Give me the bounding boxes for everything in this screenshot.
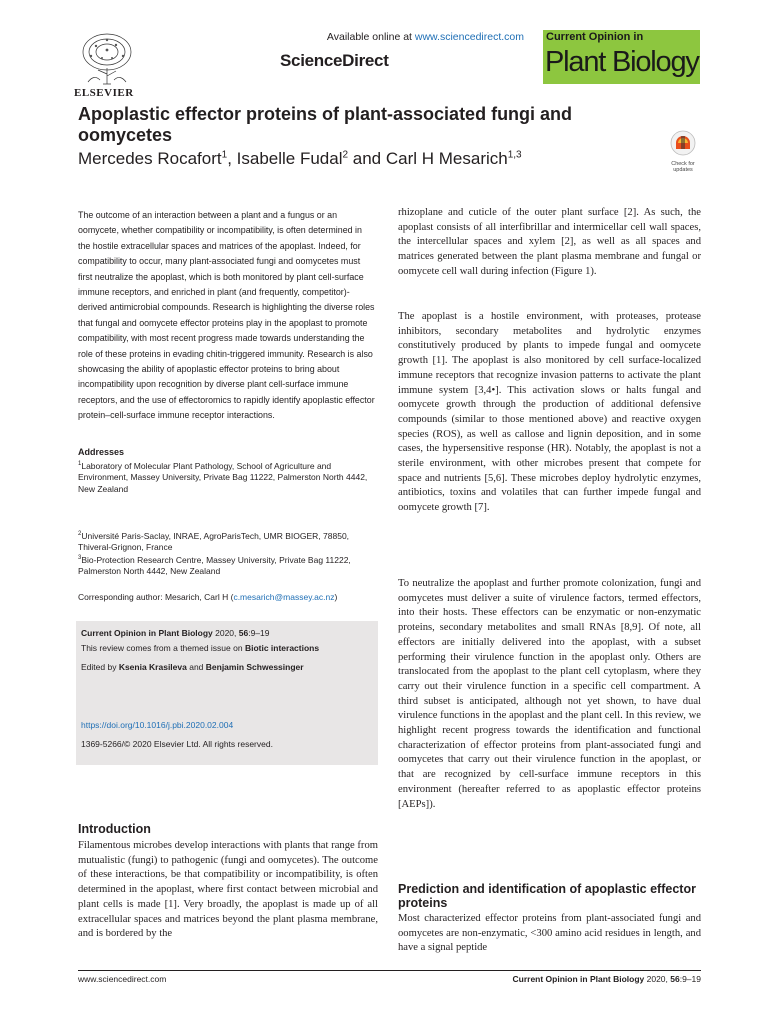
author-name: Mercedes Rocafort: [78, 149, 222, 168]
journal-badge-line2: Plant Biology: [545, 46, 699, 78]
footer-volume: 56: [670, 974, 680, 984]
introduction-heading: Introduction: [78, 822, 151, 836]
check-for-updates-button[interactable]: [666, 130, 700, 173]
infobox-year: 2020,: [212, 628, 239, 638]
address-text: Bio-Protection Research Centre, Massey University, Private Bag 11222, Palmerston North 4442, New Zealand: [78, 554, 351, 577]
footer-site-link[interactable]: www.sciencedirect.com: [78, 974, 167, 984]
infobox-journal: Current Opinion in Plant Biology: [81, 628, 213, 638]
footer-citation: [450, 974, 701, 984]
sciencedirect-link[interactable]: www.sciencedirect.com: [414, 31, 524, 43]
corresponding-email-link[interactable]: c.mesarich@massey.ac.nz: [233, 592, 335, 602]
author-affiliation: 1,3: [507, 149, 522, 161]
footer-year: 2020,: [644, 974, 671, 984]
article-info-box: [76, 621, 378, 765]
check-updates-icon: [670, 130, 696, 156]
corresponding-prefix: Corresponding author: Mesarich, Carl H (: [78, 592, 234, 602]
footer-journal: Current Opinion in Plant Biology: [512, 974, 645, 984]
section-heading-prediction: Prediction and identification of apoplastic effector proteins: [398, 882, 696, 910]
themed-issue-name: Biotic interactions: [244, 643, 320, 653]
journal-badge: [543, 30, 700, 84]
author-separator: and: [348, 149, 386, 168]
body-paragraph: To neutralize the apoplast and further promote colonization, fungi and oomycetes must deliver a suite of virulence factors, termed effectors, into their hosts. These effectors can be enzymatic or non-enzymatic proteins, secondary metabolites and small RNAs [8,9]. Of note, all effectors are initially delivered into the apoplast, with a subset performing their virulence function in the apoplast only. Others are translocated from the apoplast to the plant cell cytoplasm, where they carry out their virulence function in a specific cell compartment. A third subset is anticipated, although not yet shown, to have dual virulence functions in the apoplast and the plant cell. In this review, we highlight recent progress towards the identification and functional characterization of effector proteins from plant-associated fungi and oomycetes that carry out their virulence function in the apoplast, or that are recognized by cell-surface immune receptors in this environment (hereafter referred to as apoplastic effector proteins [AEPs]).: [398, 578, 701, 810]
address-item: [78, 553, 378, 578]
infobox-volume: 56: [238, 628, 249, 638]
corresponding-author: [78, 592, 378, 602]
address-number: 1: [78, 461, 82, 467]
body-paragraph: The apoplast is a hostile environment, with proteases, protease inhibitors, secondary metabolites and hydrolytic enzymes constitutively produced by plants to impede fungal and oomycete growth [1]. The apoplast is also monitored by cell surface-localized immune receptors that recognize invasion patterns to activate the plant immune system [3,4•]. This activation slows or halts fungal and oomycete growth through the production of additional defensive compounds (similar to those mentioned above) and reactive oxygen species (ROS), as well as callose and lignin deposition, and in some cases, the hypersensitive response (HR). Notably, the apoplast is not a sterile environment, with other microbes present that compete for space and nutrients [5,6]. These microbes deploy hydrolytic enzymes, antibiotics, toxins and volatiles that can further impede fungal and oomycete growth [7].: [398, 311, 701, 514]
author-separator: ,: [227, 149, 237, 168]
copyright-line: 1369-5266/© 2020 Elsevier Ltd. All rights reserved.: [81, 739, 273, 749]
address-number: 2: [78, 531, 82, 537]
editor-name: Benjamin Schwessinger: [205, 662, 304, 672]
address-item: [78, 459, 378, 495]
address-text: Laboratory of Molecular Plant Pathology, School of Agriculture and Environment, Massey University, Private Bag 11222, Palmerston North 4442, New Zealand: [78, 460, 368, 494]
addresses-heading: Addresses: [78, 447, 125, 457]
introduction-body: Filamentous microbes develop interactions with plants that range from mutualistic (fungi) to pathogenic (fungi and oomycetes). The outcome of these interactions, be that compatibility or incompatibility, is often determined in the apoplast, where first contact between microbial and plant cells is made [1]. Very broadly, the apoplast is made up of all extracellular spaces and matrices beyond the plant plasma membrane, and is bordered by the: [78, 840, 378, 940]
author-affiliation: 1: [221, 149, 228, 161]
infobox-themed-issue: [81, 643, 319, 653]
available-prefix: Available online at: [326, 31, 415, 43]
author-affiliation: 2: [342, 149, 349, 161]
author-name: Isabelle Fudal: [236, 149, 343, 168]
doi-link[interactable]: https://doi.org/10.1016/j.pbi.2020.02.004: [81, 720, 234, 730]
footer-pages: :9–19: [679, 974, 701, 984]
body-paragraph: rhizoplane and cuticle of the outer plant surface [2]. As such, the apoplast consists of all interfibrillar and intermicellar cell wall spaces, the intercellular spaces and xylem [2], as well as all spaces and matrices generated between the plant plasma membrane and fungal or oomycete cell wall during infection (Figure 1).: [398, 207, 701, 277]
available-online-line: [0, 31, 524, 43]
editor-name: Ksenia Krasileva: [118, 662, 187, 672]
publisher-name: ELSEVIER: [74, 87, 134, 99]
address-item: [78, 529, 378, 554]
journal-badge-line1: Current Opinion in: [546, 31, 644, 43]
check-updates-label: Check for updates: [671, 161, 695, 173]
editor-separator: and: [186, 662, 206, 672]
article-title: Apoplastic effector proteins of plant-associated fungi and oomycetes: [78, 104, 573, 145]
address-text: Université Paris-Saclay, INRAE, AgroParisTech, UMR BIOGER, 78850, Thiveral-Grignon, France: [78, 530, 350, 553]
themed-prefix: This review comes from a themed issue on: [81, 643, 245, 653]
infobox-pages: :9–19: [248, 628, 270, 638]
footer-divider: [78, 970, 701, 971]
body-paragraph: Most characterized effector proteins from plant-associated fungi and oomycetes are non-enzymatic, <300 amino acid residues in length, and have a signal peptide: [398, 913, 701, 954]
abstract-text: The outcome of an interaction between a plant and a fungus or an oomycete, whether compatibility or incompatibility, is often determined in the hostile extracellular spaces and matrices of the apoplast. Indeed, for compatibility to occur, many plant-associated fungi and oomycetes must first neutralize the apoplast, which is both monitored by plant cell-surface immune receptors, and enriched in plant (and frequently, competitor)-derived antimicrobial compounds. Research is highlighting the diverse roles that fungal and oomycete effector proteins play in the apoplast to promote compatibility, with most recent progress made towards understanding the role of these proteins in evading chitin-triggered immunity. Research is also showcasing the ability of apoplastic effector proteins to bring about incompatibility upon recognition by diverse plant cell-surface immune receptors, and the use of effectoromics to rapidly identify apoplastic effector protein–cell-surface immune receptor interactions.: [78, 210, 375, 421]
author-list: [78, 149, 522, 169]
corresponding-suffix: ): [334, 592, 338, 602]
author-name: Carl H Mesarich: [385, 149, 508, 168]
edited-prefix: Edited by: [81, 662, 119, 672]
address-number: 3: [78, 555, 82, 561]
infobox-editors: [81, 662, 304, 672]
sciencedirect-brand: ScienceDirect: [280, 51, 389, 70]
infobox-citation: [81, 628, 270, 638]
